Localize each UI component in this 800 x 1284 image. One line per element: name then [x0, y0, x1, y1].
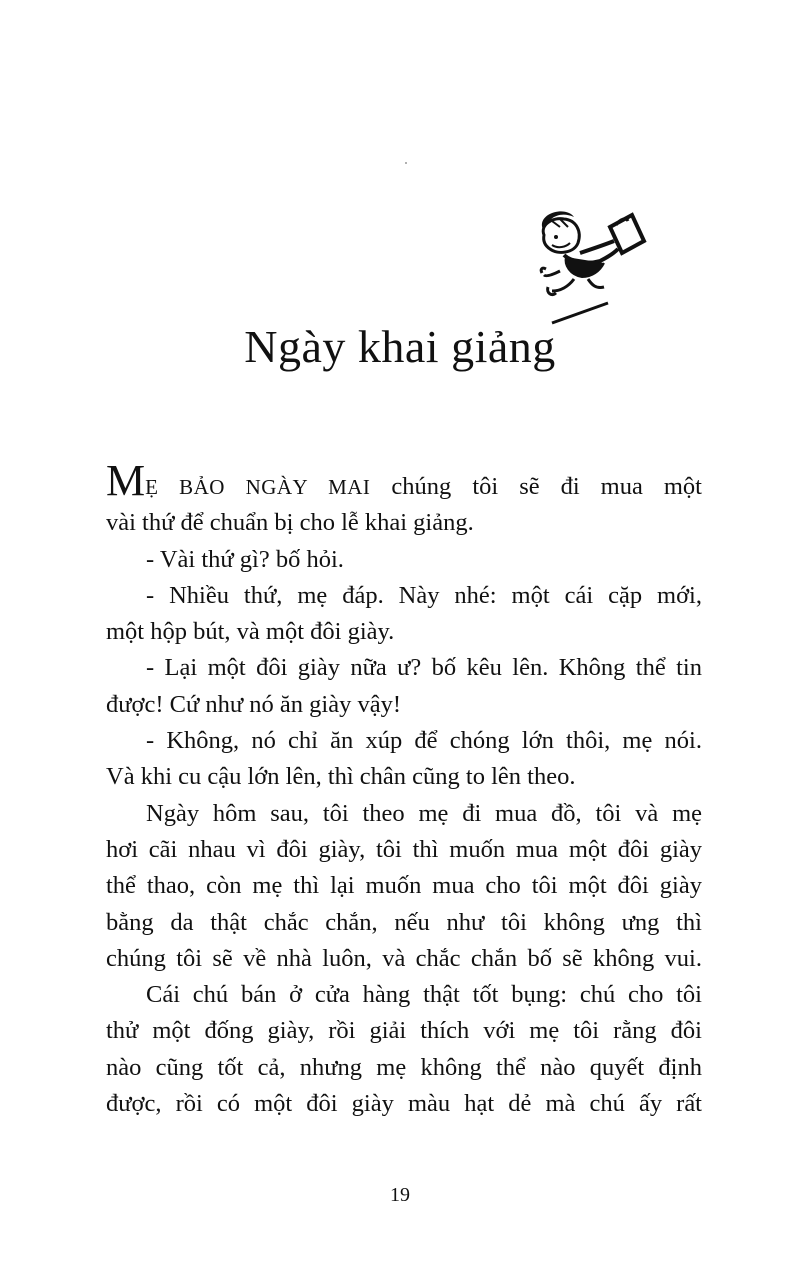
page-number: 19	[390, 1184, 410, 1206]
text-line: hơi cãi nhau vì đôi giày, tôi thì muốn mua một đôi giày	[106, 835, 702, 863]
text-line: vài thứ để chuẩn bị cho lễ khai giảng.	[106, 509, 474, 537]
paragraph-1-line-1	[106, 456, 702, 505]
text-line: được! Cứ như nó ăn giày vậy!	[106, 690, 402, 718]
text-line: bằng da thật chắc chắn, nếu như tôi không ưng thì	[106, 908, 702, 936]
boy-running-illustration	[530, 205, 655, 330]
text-line: nào cũng tốt cả, nhưng mẹ không thể nào quyết định	[106, 1053, 702, 1081]
text-line: - Lại một đôi giày nữa ư? bố kêu lên. Không thể tin	[146, 654, 702, 682]
text-line: thử một đống giày, rồi giải thích với mẹ tôi rằng đôi	[106, 1017, 702, 1045]
text-line: - Không, nó chỉ ăn xúp để chóng lớn thôi, mẹ nói.	[146, 727, 702, 755]
text-line: chúng tôi sẽ về nhà luôn, và chắc chắn bố sẽ không vui.	[106, 944, 702, 972]
text-line: thể thao, còn mẹ thì lại muốn mua cho tôi một đôi giày	[106, 872, 702, 900]
drop-cap: M	[106, 456, 146, 505]
text-line: - Nhiều thứ, mẹ đáp. Này nhé: một cái cặp mới,	[146, 581, 702, 609]
text-line: được, rồi có một đôi giày màu hạt dẻ mà chú ấy rất	[106, 1090, 702, 1118]
text-line: - Vài thứ gì? bố hỏi.	[146, 545, 344, 573]
text-line: một hộp bút, và một đôi giày.	[106, 618, 395, 646]
ink-speck	[405, 162, 407, 164]
text-line: Và khi cu cậu lớn lên, thì chân cũng to lên theo.	[106, 763, 576, 791]
body-text	[106, 456, 702, 1122]
text-line: Cái chú bán ở cửa hàng thật tốt bụng: chú cho tôi	[146, 981, 702, 1009]
small-caps-lead: Ẹ BẢO NGÀY MAI	[145, 475, 371, 499]
text-line: Ngày hôm sau, tôi theo mẹ đi mua đồ, tôi và mẹ	[146, 799, 702, 827]
chapter-title: Ngày khai giảng	[244, 321, 556, 372]
text-line: chúng tôi sẽ đi mua một	[370, 473, 702, 500]
